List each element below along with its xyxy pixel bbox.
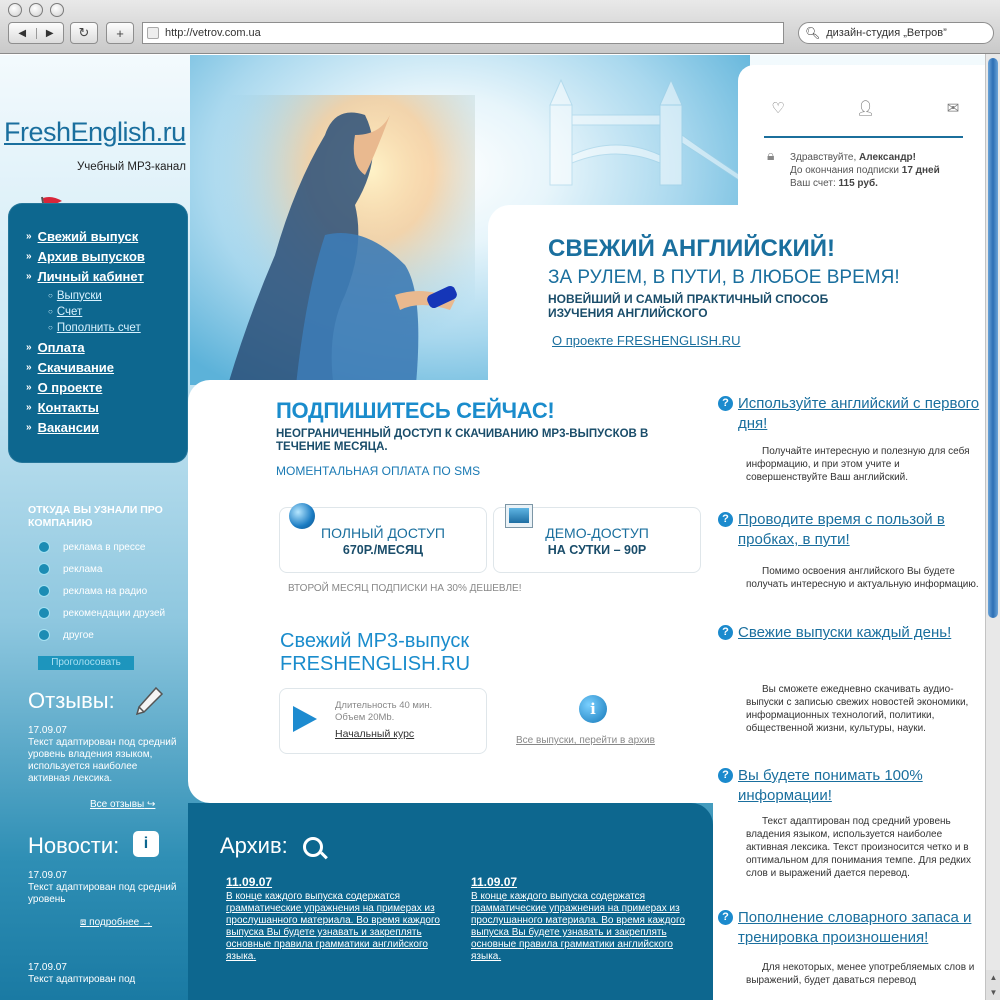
add-bookmark-button[interactable] (106, 22, 134, 44)
poll-title: ОТКУДА ВЫ УЗНАЛИ ПРО КОМПАНИЮ (28, 504, 163, 529)
bullet-icon: ○ (48, 307, 53, 316)
question-icon: ? (718, 396, 733, 411)
menu-item-label[interactable]: О проекте (37, 380, 103, 396)
feature-text: Текст адаптирован под средний уровень владения языком, используется наиболее активная лексика. Текст произносится четко и в оптимальном для понимания темпе. Для редких слов и выражений дается перевод. (746, 816, 971, 879)
mp3-heading (280, 630, 470, 676)
double-chevron-icon: » (26, 402, 32, 414)
subscribe-description: НЕОГРАНИЧЕННЫЙ ДОСТУП К СКАЧИВАНИЮ МР3-ВЫПУСКОВ В ТЕЧЕНИЕ МЕСЯЦА. (276, 428, 649, 453)
forward-arrow-icon[interactable]: ▶ (45, 27, 54, 39)
review-text: Текст адаптирован под средний уровень владения языком, используется наиболее активная лексика. (28, 737, 177, 784)
play-icon[interactable] (293, 706, 317, 732)
poll-option-label: реклама (63, 563, 103, 575)
balance-label: Ваш счет: (790, 178, 836, 189)
arrow-right-icon: → (142, 917, 153, 928)
demo-access-title: ДЕМО-ДОСТУП (545, 525, 649, 541)
mp3-heading-line1: Свежий MP3-выпуск (280, 630, 470, 652)
radio-button[interactable] (38, 607, 50, 619)
poll-option[interactable] (38, 607, 165, 619)
submenu-item-label[interactable]: Выпуски (56, 289, 102, 302)
menu-item-account[interactable] (26, 269, 188, 285)
subscribe-heading: ПОДПИШИТЕСЬ СЕЙЧАС! (276, 398, 555, 423)
arrow-right-icon: ↪ (147, 799, 156, 810)
divider (764, 136, 963, 138)
news-date: 17.09.07 (28, 870, 67, 881)
double-chevron-icon: » (26, 382, 32, 394)
scrollbar-thumb[interactable] (988, 58, 998, 618)
back-forward-buttons (8, 22, 64, 44)
archive-heading: Архив: (220, 833, 288, 858)
news-heading: Новости: (28, 833, 120, 858)
news-text: Текст адаптирован под средний уровень (28, 882, 177, 905)
address-bar[interactable] (142, 22, 784, 44)
radio-button[interactable] (38, 541, 50, 553)
radio-button[interactable] (38, 585, 50, 597)
discount-note: ВТОРОЙ МЕСЯЦ ПОДПИСКИ НА 30% ДЕШЕВЛЕ! (288, 583, 522, 594)
hero-title: СВЕЖИЙ АНГЛИЙСКИЙ! (548, 235, 836, 262)
poll-option-label: другое (63, 629, 94, 641)
submenu-item-issues[interactable] (48, 289, 188, 302)
user-status (790, 151, 940, 190)
feature-title[interactable]: Используйте английский с первого дня! (738, 395, 980, 432)
news-date: 17.09.07 (28, 962, 67, 973)
news-more-link[interactable] (80, 917, 152, 928)
double-chevron-icon: » (26, 362, 32, 374)
main-menu (8, 203, 188, 463)
question-icon: ? (718, 512, 733, 527)
menu-item-contacts[interactable] (26, 400, 188, 416)
menu-item-archive[interactable] (26, 249, 188, 265)
double-chevron-icon: » (26, 342, 32, 354)
info-speech-icon: i (133, 831, 159, 857)
search-icon: 🔍︎ (805, 26, 821, 40)
submenu-item-label[interactable]: Пополнить счет (56, 321, 141, 334)
tower-bridge-image (540, 75, 740, 195)
archive-item-date[interactable]: 11.09.07 (471, 875, 518, 889)
menu-item-fresh-issue[interactable] (26, 229, 188, 245)
zoom-window-button[interactable] (50, 3, 64, 17)
mp3-duration: Длительность 40 мин. (335, 700, 433, 711)
submenu-item-label[interactable]: Счет (56, 305, 83, 318)
vertical-scrollbar[interactable] (985, 54, 1000, 1000)
magnifier-icon[interactable] (303, 837, 323, 857)
search-field[interactable] (798, 22, 994, 44)
user-icons (768, 99, 963, 117)
news-more-label: подробнее (89, 917, 140, 928)
user-name: Александр! (859, 152, 916, 163)
double-chevron-icon: » (26, 231, 32, 243)
vote-button[interactable]: Проголосовать (38, 656, 134, 670)
menu-item-label[interactable]: Вакансии (37, 420, 99, 436)
poll-option[interactable] (38, 585, 147, 597)
mp3-meta (335, 700, 432, 724)
archive-item-date[interactable]: 11.09.07 (226, 875, 273, 889)
scroll-arrows[interactable]: ▲ ▼ (986, 970, 1000, 1000)
feature-title[interactable]: Вы будете понимать 100% информации! (738, 767, 923, 804)
back-arrow-icon[interactable]: ◀ (9, 28, 37, 39)
mp3-course-link[interactable]: Начальный курс (335, 728, 415, 740)
expand-icon: ⧈ (80, 917, 87, 928)
subscription-label: До окончания подписки (790, 165, 899, 176)
url-text: http://vetrov.com.ua (165, 27, 261, 39)
info-icon[interactable]: i (579, 695, 607, 723)
question-icon: ? (718, 625, 733, 640)
sms-payment-label: МОМЕНТАЛЬНАЯ ОПЛАТА ПО SMS (276, 464, 481, 478)
feature-text: Для некоторых, менее употребляемых слов и выражений, будет даваться перевод (746, 962, 975, 986)
feature-text: Получайте интересную и полезную для себя информацию, и при этом учите и совершенствуйте Ваш английский. (746, 446, 970, 483)
minimize-window-button[interactable] (29, 3, 43, 17)
double-chevron-icon: » (26, 251, 32, 263)
site-tagline: Учебный MP3-канал (77, 161, 186, 173)
window-controls (8, 3, 64, 17)
globe-icon (289, 503, 315, 529)
user-profile-icon[interactable]: 👤︎ (855, 100, 876, 117)
poll-option[interactable] (38, 629, 94, 641)
full-access-price: 670Р./МЕСЯЦ (342, 543, 424, 557)
menu-item-label[interactable]: Личный кабинет (37, 269, 144, 285)
mp3-heading-line2: FRESHENGLISH.RU (280, 653, 471, 675)
hero-description: НОВЕЙШИЙ И САМЫЙ ПРАКТИЧНЫЙ СПОСОБ ИЗУЧЕНИЯ АНГЛИЙСКОГО (548, 292, 829, 320)
favorites-icon[interactable]: ♡ (771, 100, 785, 117)
pen-icon (134, 686, 164, 716)
poll-option-label: реклама в прессе (63, 541, 146, 553)
menu-item-about[interactable] (26, 380, 188, 396)
menu-item-label[interactable]: Архив выпусков (37, 249, 145, 265)
demo-access-price: НА СУТКИ – 90Р (547, 543, 647, 557)
full-access-title: ПОЛНЫЙ ДОСТУП (321, 525, 445, 541)
poll-option[interactable] (38, 541, 145, 553)
features-column (713, 205, 985, 1000)
poll-option-label: реклама на радио (63, 585, 148, 597)
news-text: Текст адаптирован под (28, 974, 136, 985)
poll-option-label: рекомендации друзей (63, 607, 166, 619)
archive-item-text[interactable]: В конце каждого выпуска содержатся грамматические упражнения на примерах из прослушанного материала. Во время каждого выпуска Вы будете узнавать и закреплять основные правила грамматики английского языка. (471, 891, 685, 962)
question-icon: ? (718, 768, 733, 783)
archive-item-text[interactable]: В конце каждого выпуска содержатся грамматические упражнения на примерах из прослушанного материала. Во время каждого выпуска Вы будете узнавать и закреплять основные правила грамматики английского языка. (226, 891, 440, 962)
web-page (0, 55, 985, 1000)
balance-value: 115 руб. (838, 178, 878, 189)
bullet-icon: ○ (48, 291, 53, 300)
feature-text: Помимо освоения английского Вы будете получать интересную и актуальную информацию. (746, 566, 979, 590)
double-chevron-icon: » (26, 422, 32, 434)
feature-title[interactable]: Свежие выпуски каждый день! (738, 624, 952, 641)
browser-toolbar (0, 0, 1000, 54)
plus-icon: + (116, 25, 124, 41)
reload-button[interactable] (70, 22, 98, 44)
radio-button[interactable] (38, 629, 50, 641)
bullet-icon: ○ (48, 323, 53, 332)
all-reviews-link[interactable] (90, 799, 155, 810)
woman-with-player-image (215, 95, 475, 395)
feature-title[interactable]: Пополнение словарного запаса и тренировка произношения! (738, 909, 972, 946)
site-favicon-icon (147, 27, 159, 39)
site-logo[interactable]: FreshEnglish.ru (4, 117, 186, 147)
menu-item-payment[interactable] (26, 340, 188, 356)
all-reviews-label: Все отзывы (90, 799, 145, 810)
lock-icon[interactable]: 🔒︎ (767, 147, 775, 163)
menu-item-vacancies[interactable] (26, 420, 188, 436)
subscription-days: 17 дней (901, 165, 940, 176)
reload-icon: ↻ (78, 25, 90, 40)
mp3-size: Объем 20Mb. (335, 712, 395, 723)
menu-item-download[interactable] (26, 360, 188, 376)
greeting: Здравствуйте, (790, 152, 857, 163)
search-text: дизайн-студия „Ветров” (826, 27, 947, 39)
feature-text: Вы сможете ежедневно скачивать аудио-выпуски с записью свежих новостей экономики, информационных технологий, политики, общественной жизни, культуры, науки. (746, 684, 969, 734)
mail-icon[interactable]: ✉ (946, 100, 960, 117)
radio-button[interactable] (38, 563, 50, 575)
menu-item-label[interactable]: Оплата (37, 340, 85, 356)
close-window-button[interactable] (8, 3, 22, 17)
double-chevron-icon: » (26, 271, 32, 283)
hero-subtitle: ЗА РУЛЕМ, В ПУТИ, В ЛЮБОЕ ВРЕМЯ! (548, 267, 900, 288)
submenu-item-account[interactable] (48, 305, 188, 318)
all-issues-link[interactable]: Все выпуски, перейти в архив (516, 735, 655, 746)
poll-option[interactable] (38, 563, 102, 575)
reviews-heading: Отзывы: (28, 688, 115, 713)
menu-item-label[interactable]: Контакты (37, 400, 99, 416)
submenu-item-topup[interactable] (48, 321, 188, 334)
review-date: 17.09.07 (28, 725, 67, 736)
feature-title[interactable]: Проводите время с пользой в пробках, в пути! (738, 511, 945, 548)
menu-item-label[interactable]: Свежий выпуск (37, 229, 139, 245)
question-icon: ? (718, 910, 733, 925)
about-project-link[interactable]: О проекте FRESHENGLISH.RU (552, 333, 741, 348)
screen-icon (505, 504, 533, 528)
menu-item-label[interactable]: Скачивание (37, 360, 115, 376)
